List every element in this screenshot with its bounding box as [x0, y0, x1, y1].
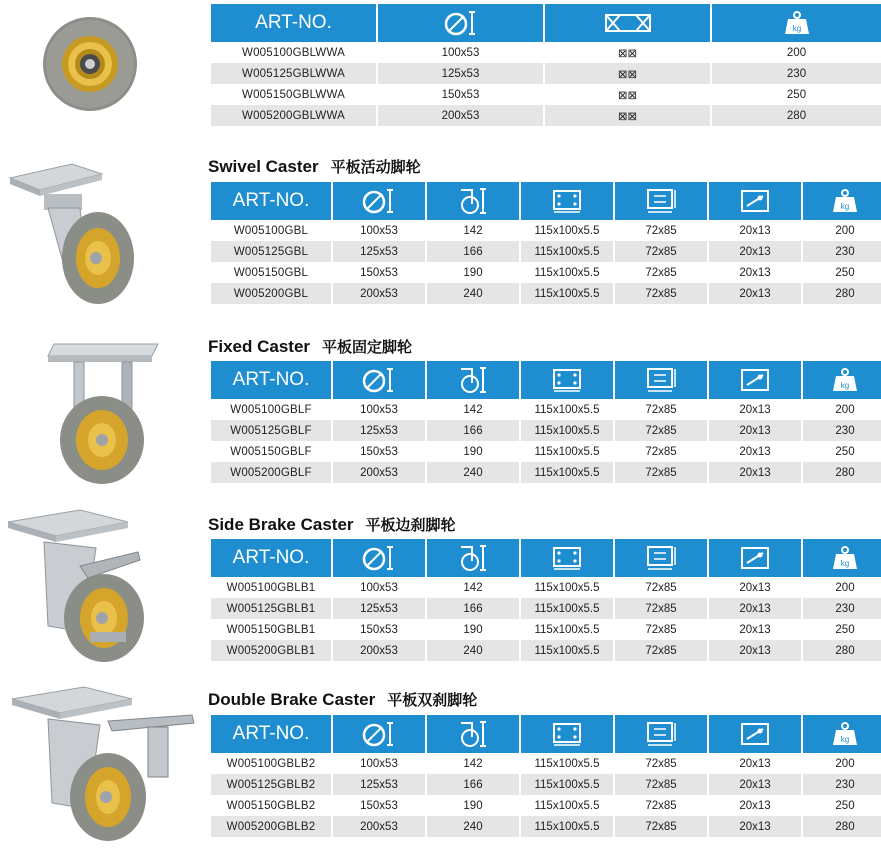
table-cell: W005200GBLB2: [211, 816, 331, 837]
wheel-spec-table: [209, 4, 881, 126]
table-row: [211, 640, 881, 661]
table-cell: 190: [463, 445, 483, 458]
table-cell: ⊠⊠: [545, 63, 710, 84]
art-no-header: ART-NO.: [211, 715, 331, 753]
table-row: [211, 774, 881, 795]
table-row: [211, 241, 881, 262]
table-cell: 20x13: [709, 283, 801, 304]
table-cell: W005125GBLWWA: [211, 63, 376, 84]
table-cell: 20x13: [739, 623, 771, 636]
table-cell: 20x13: [739, 266, 771, 279]
top-plate-icon: [550, 367, 584, 393]
double-brake-title: [208, 689, 477, 710]
overall-height-icon: [458, 186, 488, 216]
hole-spacing-icon: [644, 720, 678, 748]
swivel-title-en: Swivel Caster: [208, 157, 319, 176]
plate-size-header: [521, 361, 613, 399]
table-cell: 230: [803, 241, 881, 262]
table-cell: 20x13: [709, 816, 801, 837]
table-cell: 115x100x5.5: [534, 581, 600, 594]
table-row: [211, 619, 881, 640]
plate-size-header: [521, 715, 613, 753]
table-cell: 20x13: [739, 403, 771, 416]
section-double-brake: [0, 683, 881, 848]
table-cell: 115x100x5.5: [534, 445, 600, 458]
fixed-caster-photo: [40, 336, 164, 491]
hole-spacing-icon: [644, 544, 678, 572]
bolt-hole-icon: [739, 545, 771, 571]
plate-size-header: [521, 182, 613, 220]
table-cell: 250: [835, 266, 855, 279]
bolt-hole-icon: [739, 721, 771, 747]
table-cell: 142: [463, 757, 483, 770]
table-cell: 72x85: [615, 774, 707, 795]
top-plate-icon: [550, 545, 584, 571]
bolt-hole-header: [709, 715, 801, 753]
table-cell: 230: [803, 774, 881, 795]
table-row: [211, 795, 881, 816]
table-row: [211, 399, 881, 420]
weight-icon: [832, 367, 858, 393]
fixed-title: [208, 336, 412, 357]
load-header: [803, 539, 881, 577]
wheel-size-icon: [444, 9, 478, 37]
table-cell: 115x100x5.5: [521, 241, 613, 262]
swivel-title: [208, 156, 421, 177]
table-cell: W005125GBLB2: [211, 774, 331, 795]
table-cell: 115x100x5.5: [521, 774, 613, 795]
table-cell: W005100GBLB2: [226, 757, 316, 770]
table-cell: 150x53: [360, 445, 398, 458]
svg-text:kg: kg: [840, 559, 850, 568]
weight-icon: [832, 188, 858, 214]
table-cell: 115x100x5.5: [521, 598, 613, 619]
table-cell: W005200GBLB1: [211, 640, 331, 661]
table-cell: 20x13: [739, 757, 771, 770]
table-cell: 20x13: [709, 774, 801, 795]
art-no-header: ART-NO.: [211, 4, 376, 42]
hole-spacing-header: [615, 539, 707, 577]
table-cell: 100x53: [360, 757, 398, 770]
table-cell: W005125GBLF: [211, 420, 331, 441]
table-cell: W005100GBLF: [230, 403, 312, 416]
table-cell: 166: [427, 420, 519, 441]
wheel-size-header: [333, 715, 425, 753]
height-header: [427, 715, 519, 753]
bolt-hole-icon: [739, 367, 771, 393]
table-cell: 20x13: [709, 241, 801, 262]
art-no-header: ART-NO.: [211, 182, 331, 220]
table-cell: 166: [427, 241, 519, 262]
table-cell: 100x53: [360, 224, 398, 237]
table-cell: 72x85: [615, 816, 707, 837]
wheel-spec-rows: [211, 42, 881, 126]
double_brake-spec-rows: [211, 753, 881, 837]
table-row: [211, 63, 881, 84]
table-cell: 115x100x5.5: [534, 266, 600, 279]
hole-spacing-header: [615, 715, 707, 753]
table-cell: 115x100x5.5: [534, 224, 600, 237]
bolt-hole-icon: [739, 188, 771, 214]
fixed-spec-rows: [211, 399, 881, 483]
table-cell: ⊠⊠: [545, 105, 710, 126]
table-cell: W005200GBLF: [211, 462, 331, 483]
svg-text:kg: kg: [792, 24, 801, 33]
table-cell: 100x53: [360, 403, 398, 416]
table-row: [211, 262, 881, 283]
fixed-title-en: Fixed Caster: [208, 337, 311, 356]
table-cell: 100x53: [441, 46, 480, 59]
load-header: [803, 715, 881, 753]
fixed-title-zh: 平板固定脚轮: [322, 338, 413, 356]
table-cell: 142: [463, 224, 483, 237]
art-no-header: ART-NO.: [211, 539, 331, 577]
svg-text:kg: kg: [840, 735, 850, 744]
table-cell: 250: [835, 623, 855, 636]
table-cell: 150x53: [360, 799, 398, 812]
fixed-spec-table: [209, 361, 881, 483]
table-row: [211, 283, 881, 304]
table-cell: 230: [803, 420, 881, 441]
side-brake-title: [208, 514, 456, 535]
table-cell: 115x100x5.5: [534, 799, 600, 812]
swivel-title-zh: 平板活动脚轮: [330, 158, 421, 176]
section-side-brake: [0, 508, 881, 668]
table-cell: 125x53: [333, 420, 425, 441]
double-brake-spec-table: [209, 715, 881, 837]
table-cell: 250: [835, 445, 855, 458]
table-cell: 150x53: [441, 88, 480, 101]
art-no-header: ART-NO.: [211, 361, 331, 399]
table-cell: 150x53: [360, 266, 398, 279]
table-cell: W005150GBLB1: [226, 623, 316, 636]
table-cell: W005200GBL: [211, 283, 331, 304]
table-cell: 280: [803, 283, 881, 304]
table-row: [211, 577, 881, 598]
table-cell: 72x85: [615, 420, 707, 441]
table-cell: 166: [427, 774, 519, 795]
table-cell: 190: [463, 266, 483, 279]
wheel-size-header: [333, 361, 425, 399]
table-cell: 200: [835, 757, 855, 770]
swivel-spec-table: [209, 182, 881, 304]
table-row: [211, 84, 881, 105]
table-cell: 72x85: [645, 403, 677, 416]
double-brake-caster-photo: [8, 685, 198, 850]
table-cell: 150x53: [360, 623, 398, 636]
double-brake-title-en: Double Brake Caster: [208, 690, 376, 709]
table-cell: 190: [463, 623, 483, 636]
table-cell: 240: [427, 462, 519, 483]
height-header: [427, 539, 519, 577]
table-cell: W005100GBLB1: [226, 581, 316, 594]
table-cell: 72x85: [645, 799, 677, 812]
hole-spacing-icon: [644, 366, 678, 394]
table-cell: 200: [835, 224, 855, 237]
table-row: [211, 42, 881, 63]
table-cell: 200x53: [378, 105, 543, 126]
table-cell: 20x13: [709, 640, 801, 661]
hole-spacing-header: [615, 361, 707, 399]
table-cell: 115x100x5.5: [534, 623, 600, 636]
table-cell: 72x85: [615, 640, 707, 661]
bolt-hole-header: [709, 361, 801, 399]
table-cell: 190: [463, 799, 483, 812]
wheel-size-icon: [362, 720, 396, 748]
table-row: [211, 220, 881, 241]
svg-text:kg: kg: [840, 202, 850, 211]
load-header: [712, 4, 881, 42]
height-header: [427, 182, 519, 220]
wheel-size-header: [378, 4, 543, 42]
table-cell: 72x85: [615, 283, 707, 304]
swivel-spec-rows: [211, 220, 881, 304]
table-row: [211, 105, 881, 126]
table-cell: 200x53: [333, 462, 425, 483]
table-cell: 72x85: [615, 241, 707, 262]
table-cell: 115x100x5.5: [534, 403, 600, 416]
table-cell: 72x85: [645, 623, 677, 636]
top-plate-icon: [550, 188, 584, 214]
table-cell: 125x53: [378, 63, 543, 84]
table-cell: W005125GBLB1: [211, 598, 331, 619]
table-cell: 125x53: [333, 241, 425, 262]
table-cell: 200: [835, 581, 855, 594]
table-cell: 115x100x5.5: [521, 283, 613, 304]
table-cell: W005150GBL: [233, 266, 309, 279]
table-cell: 142: [463, 403, 483, 416]
table-cell: 230: [712, 63, 881, 84]
side_brake-spec-rows: [211, 577, 881, 661]
table-cell: 20x13: [709, 420, 801, 441]
overall-height-icon: [458, 543, 488, 573]
table-row: [211, 816, 881, 837]
table-row: [211, 462, 881, 483]
table-cell: 115x100x5.5: [521, 462, 613, 483]
table-cell: 280: [803, 462, 881, 483]
overall-height-icon: [458, 719, 488, 749]
load-header: [803, 182, 881, 220]
table-row: [211, 598, 881, 619]
table-cell: 240: [427, 640, 519, 661]
table-cell: 72x85: [645, 445, 677, 458]
table-cell: 72x85: [645, 581, 677, 594]
table-cell: 200x53: [333, 640, 425, 661]
table-row: [211, 441, 881, 462]
wheel-size-icon: [362, 187, 396, 215]
table-cell: 240: [427, 816, 519, 837]
section-swivel: [0, 150, 881, 310]
table-cell: 280: [712, 105, 881, 126]
side-brake-title-en: Side Brake Caster: [208, 515, 354, 534]
table-cell: 240: [427, 283, 519, 304]
wheel-type-icon: [604, 12, 652, 34]
weight-icon: [832, 721, 858, 747]
weight-icon: [832, 545, 858, 571]
bolt-hole-header: [709, 182, 801, 220]
table-cell: 115x100x5.5: [534, 757, 600, 770]
section-fixed: [0, 330, 881, 490]
plate-size-header: [521, 539, 613, 577]
wheel-type-header: [545, 4, 710, 42]
table-cell: 200: [786, 46, 807, 59]
table-cell: 20x13: [739, 445, 771, 458]
table-row: [211, 753, 881, 774]
table-cell: 115x100x5.5: [521, 816, 613, 837]
table-cell: 142: [463, 581, 483, 594]
table-cell: W005125GBL: [211, 241, 331, 262]
wheel-size-header: [333, 539, 425, 577]
double-brake-title-zh: 平板双刹脚轮: [387, 691, 478, 709]
table-cell: 125x53: [333, 598, 425, 619]
overall-height-icon: [458, 365, 488, 395]
side-brake-caster-photo: [4, 508, 154, 673]
table-cell: 20x13: [709, 462, 801, 483]
table-cell: 125x53: [333, 774, 425, 795]
table-cell: 72x85: [615, 462, 707, 483]
table-cell: W005100GBL: [233, 224, 309, 237]
table-cell: 280: [803, 640, 881, 661]
wheel-size-icon: [362, 544, 396, 572]
table-cell: 166: [427, 598, 519, 619]
table-cell: 115x100x5.5: [521, 420, 613, 441]
table-cell: 250: [786, 88, 807, 101]
bolt-hole-header: [709, 539, 801, 577]
table-cell: W005150GBLWWA: [242, 88, 345, 101]
table-cell: 20x13: [739, 799, 771, 812]
table-cell: 72x85: [615, 598, 707, 619]
swivel-caster-photo: [6, 156, 146, 311]
table-cell: W005100GBLWWA: [242, 46, 345, 59]
table-cell: W005150GBLF: [230, 445, 312, 458]
table-cell: 20x13: [739, 581, 771, 594]
wheel-photo: [40, 14, 140, 119]
table-cell: 20x13: [709, 598, 801, 619]
section-wheel: [0, 0, 881, 130]
table-cell: ⊠⊠: [617, 89, 638, 102]
table-row: [211, 420, 881, 441]
table-cell: 250: [835, 799, 855, 812]
table-cell: 280: [803, 816, 881, 837]
table-cell: W005150GBLB2: [226, 799, 316, 812]
side-brake-title-zh: 平板边刹脚轮: [365, 516, 456, 534]
table-cell: 200x53: [333, 816, 425, 837]
hole-spacing-icon: [644, 187, 678, 215]
table-cell: 200: [835, 403, 855, 416]
table-cell: W005200GBLWWA: [211, 105, 376, 126]
table-cell: ⊠⊠: [617, 47, 638, 60]
side-brake-spec-table: [209, 539, 881, 661]
table-cell: 200x53: [333, 283, 425, 304]
svg-text:kg: kg: [840, 381, 850, 390]
table-cell: 230: [803, 598, 881, 619]
top-plate-icon: [550, 721, 584, 747]
table-cell: 72x85: [645, 757, 677, 770]
table-cell: 72x85: [645, 266, 677, 279]
wheel-size-icon: [362, 366, 396, 394]
height-header: [427, 361, 519, 399]
table-cell: 100x53: [360, 581, 398, 594]
load-header: [803, 361, 881, 399]
table-cell: 20x13: [739, 224, 771, 237]
weight-icon: [784, 10, 810, 36]
wheel-size-header: [333, 182, 425, 220]
table-cell: 72x85: [645, 224, 677, 237]
hole-spacing-header: [615, 182, 707, 220]
table-cell: 115x100x5.5: [521, 640, 613, 661]
